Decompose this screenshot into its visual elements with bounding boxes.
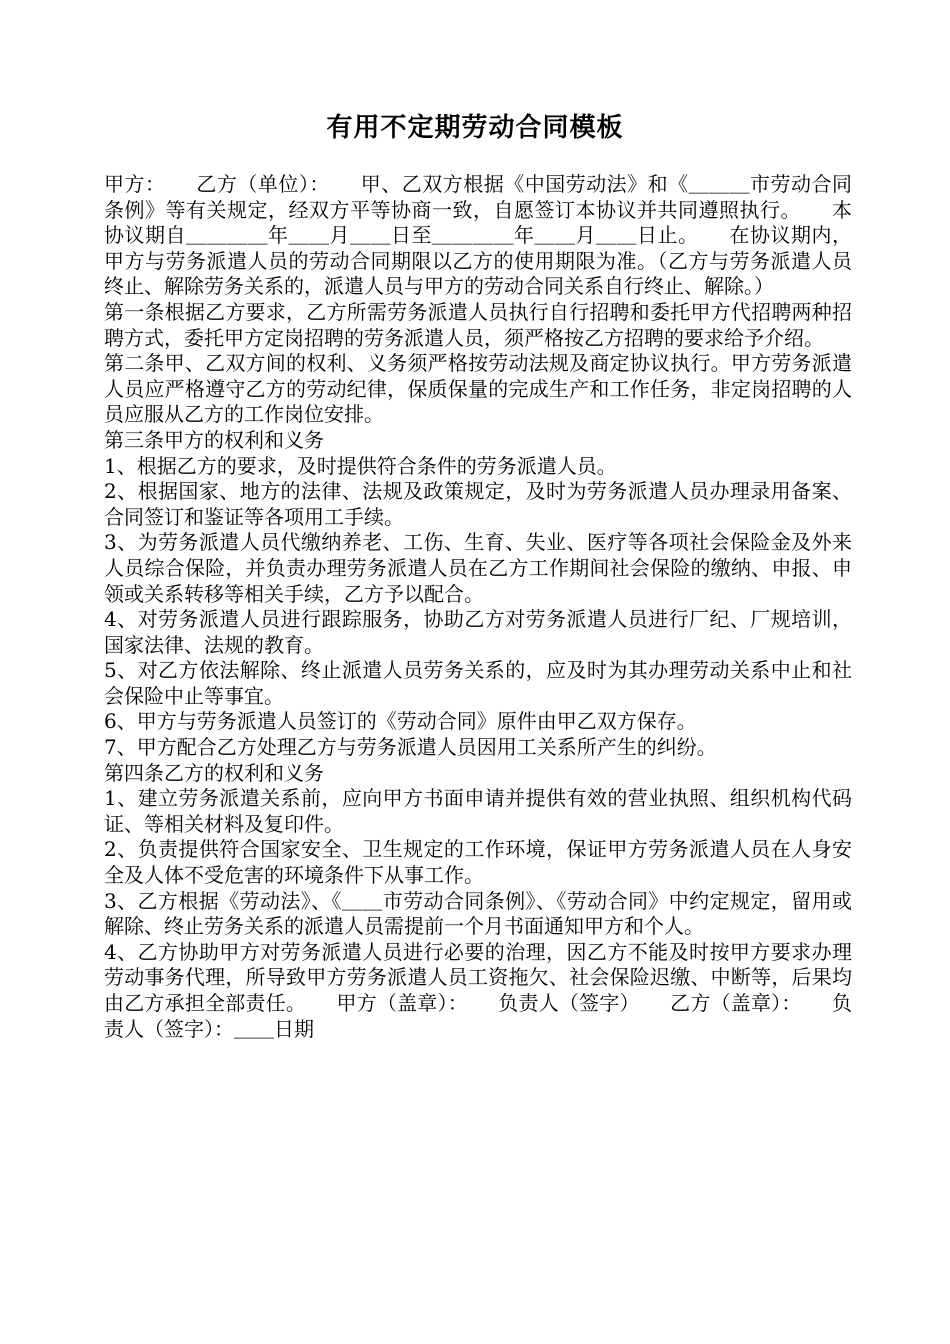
paragraph-preamble: 甲方： 乙方（单位）： 甲、乙双方根据《中国劳动法》和《＿＿＿市劳动合同条例》等有关规定，经双方平等协商一致，自愿签订本协议并共同遵照执行。 本协议期自＿＿＿＿年＿＿月＿＿日至＿＿＿＿年＿＿月＿＿日止。 在协议期内，甲方与劳务派遣人员的劳动合同期限以乙方的使用期限为准。（乙方与劳务派遣人员终止、解除劳务关系的，派遣人员与甲方的劳动合同关系自行终止、解除。） (104, 172, 852, 299)
paragraph-article-1: 第一条根据乙方要求，乙方所需劳务派遣人员执行自行招聘和委托甲方代招聘两种招聘方式，委托甲方定岗招聘的劳务派遣人员，须严格按乙方招聘的要求给予介绍。 (104, 299, 852, 350)
document-title: 有用不定期劳动合同模板 (326, 113, 624, 143)
list-item-article-3-6: 6、甲方与劳务派遣人员签订的《劳动合同》原件由甲乙双方保存。 (104, 709, 697, 734)
list-item-article-3-3: 3、为劳务派遣人员代缴纳养老、工伤、生育、失业、医疗等各项社会保险金及外来人员综合保险，并负责办理劳务派遣人员在乙方工作期间社会保险的缴纳、申报、申领或关系转移等相关手续，乙方予以配合。 (104, 530, 852, 606)
list-item-article-3-5: 5、对乙方依法解除、终止派遣人员劳务关系的，应及时为其办理劳动关系中止和社会保险中止等事宜。 (104, 658, 852, 708)
paragraph-article-2: 第二条甲、乙双方间的权利、义务须严格按劳动法规及商定协议执行。甲方劳务派遣人员应严格遵守乙方的劳动纪律，保质保量的完成生产和工作任务，非定岗招聘的人员应服从乙方的工作岗位安排。 (104, 351, 852, 427)
list-item-article-4-2: 2、负责提供符合国家安全、卫生规定的工作环境，保证甲方劳务派遣人员在人身安全及人体不受危害的环境条件下从事工作。 (104, 837, 852, 888)
list-item-article-3-1: 1、根据乙方的要求，及时提供符合条件的劳务派遣人员。 (104, 453, 617, 478)
list-item-article-4-4-signatures: 4、乙方协助甲方对劳务派遣人员进行必要的治理，因乙方不能及时按甲方要求办理劳动事务代理，所导致甲方劳务派遣人员工资拖欠、社会保险迟缴、中断等，后果均由乙方承担全部责任。 甲方（盖章）： 负责人（签字） 乙方（盖章）： 负责人（签字）：＿＿日期 (104, 939, 852, 1041)
heading-article-3: 第三条甲方的权利和义务 (104, 427, 324, 452)
document-body (104, 172, 852, 1042)
list-item-article-3-4: 4、对劳务派遣人员进行跟踪服务，协助乙方对劳务派遣人员进行厂纪、厂规培训，国家法律、法规的教育。 (104, 607, 852, 657)
list-item-article-3-2: 2、根据国家、地方的法律、法规及政策规定，及时为劳务派遣人员办理录用备案、合同签订和鉴证等各项用工手续。 (104, 479, 852, 529)
list-item-article-3-7: 7、甲方配合乙方处理乙方与劳务派遣人员因用工关系所产生的纠纷。 (104, 735, 717, 760)
list-item-article-4-1: 1、建立劳务派遣关系前，应向甲方书面申请并提供有效的营业执照、组织机构代码证、等相关材料及复印件。 (104, 786, 852, 836)
heading-article-4: 第四条乙方的权利和义务 (104, 760, 324, 785)
list-item-article-4-3: 3、乙方根据《劳动法》、《＿＿市劳动合同条例》、《劳动合同》中约定规定，留用或解除、终止劳务关系的派遣人员需提前一个月书面通知甲方和个人。 (104, 888, 852, 939)
